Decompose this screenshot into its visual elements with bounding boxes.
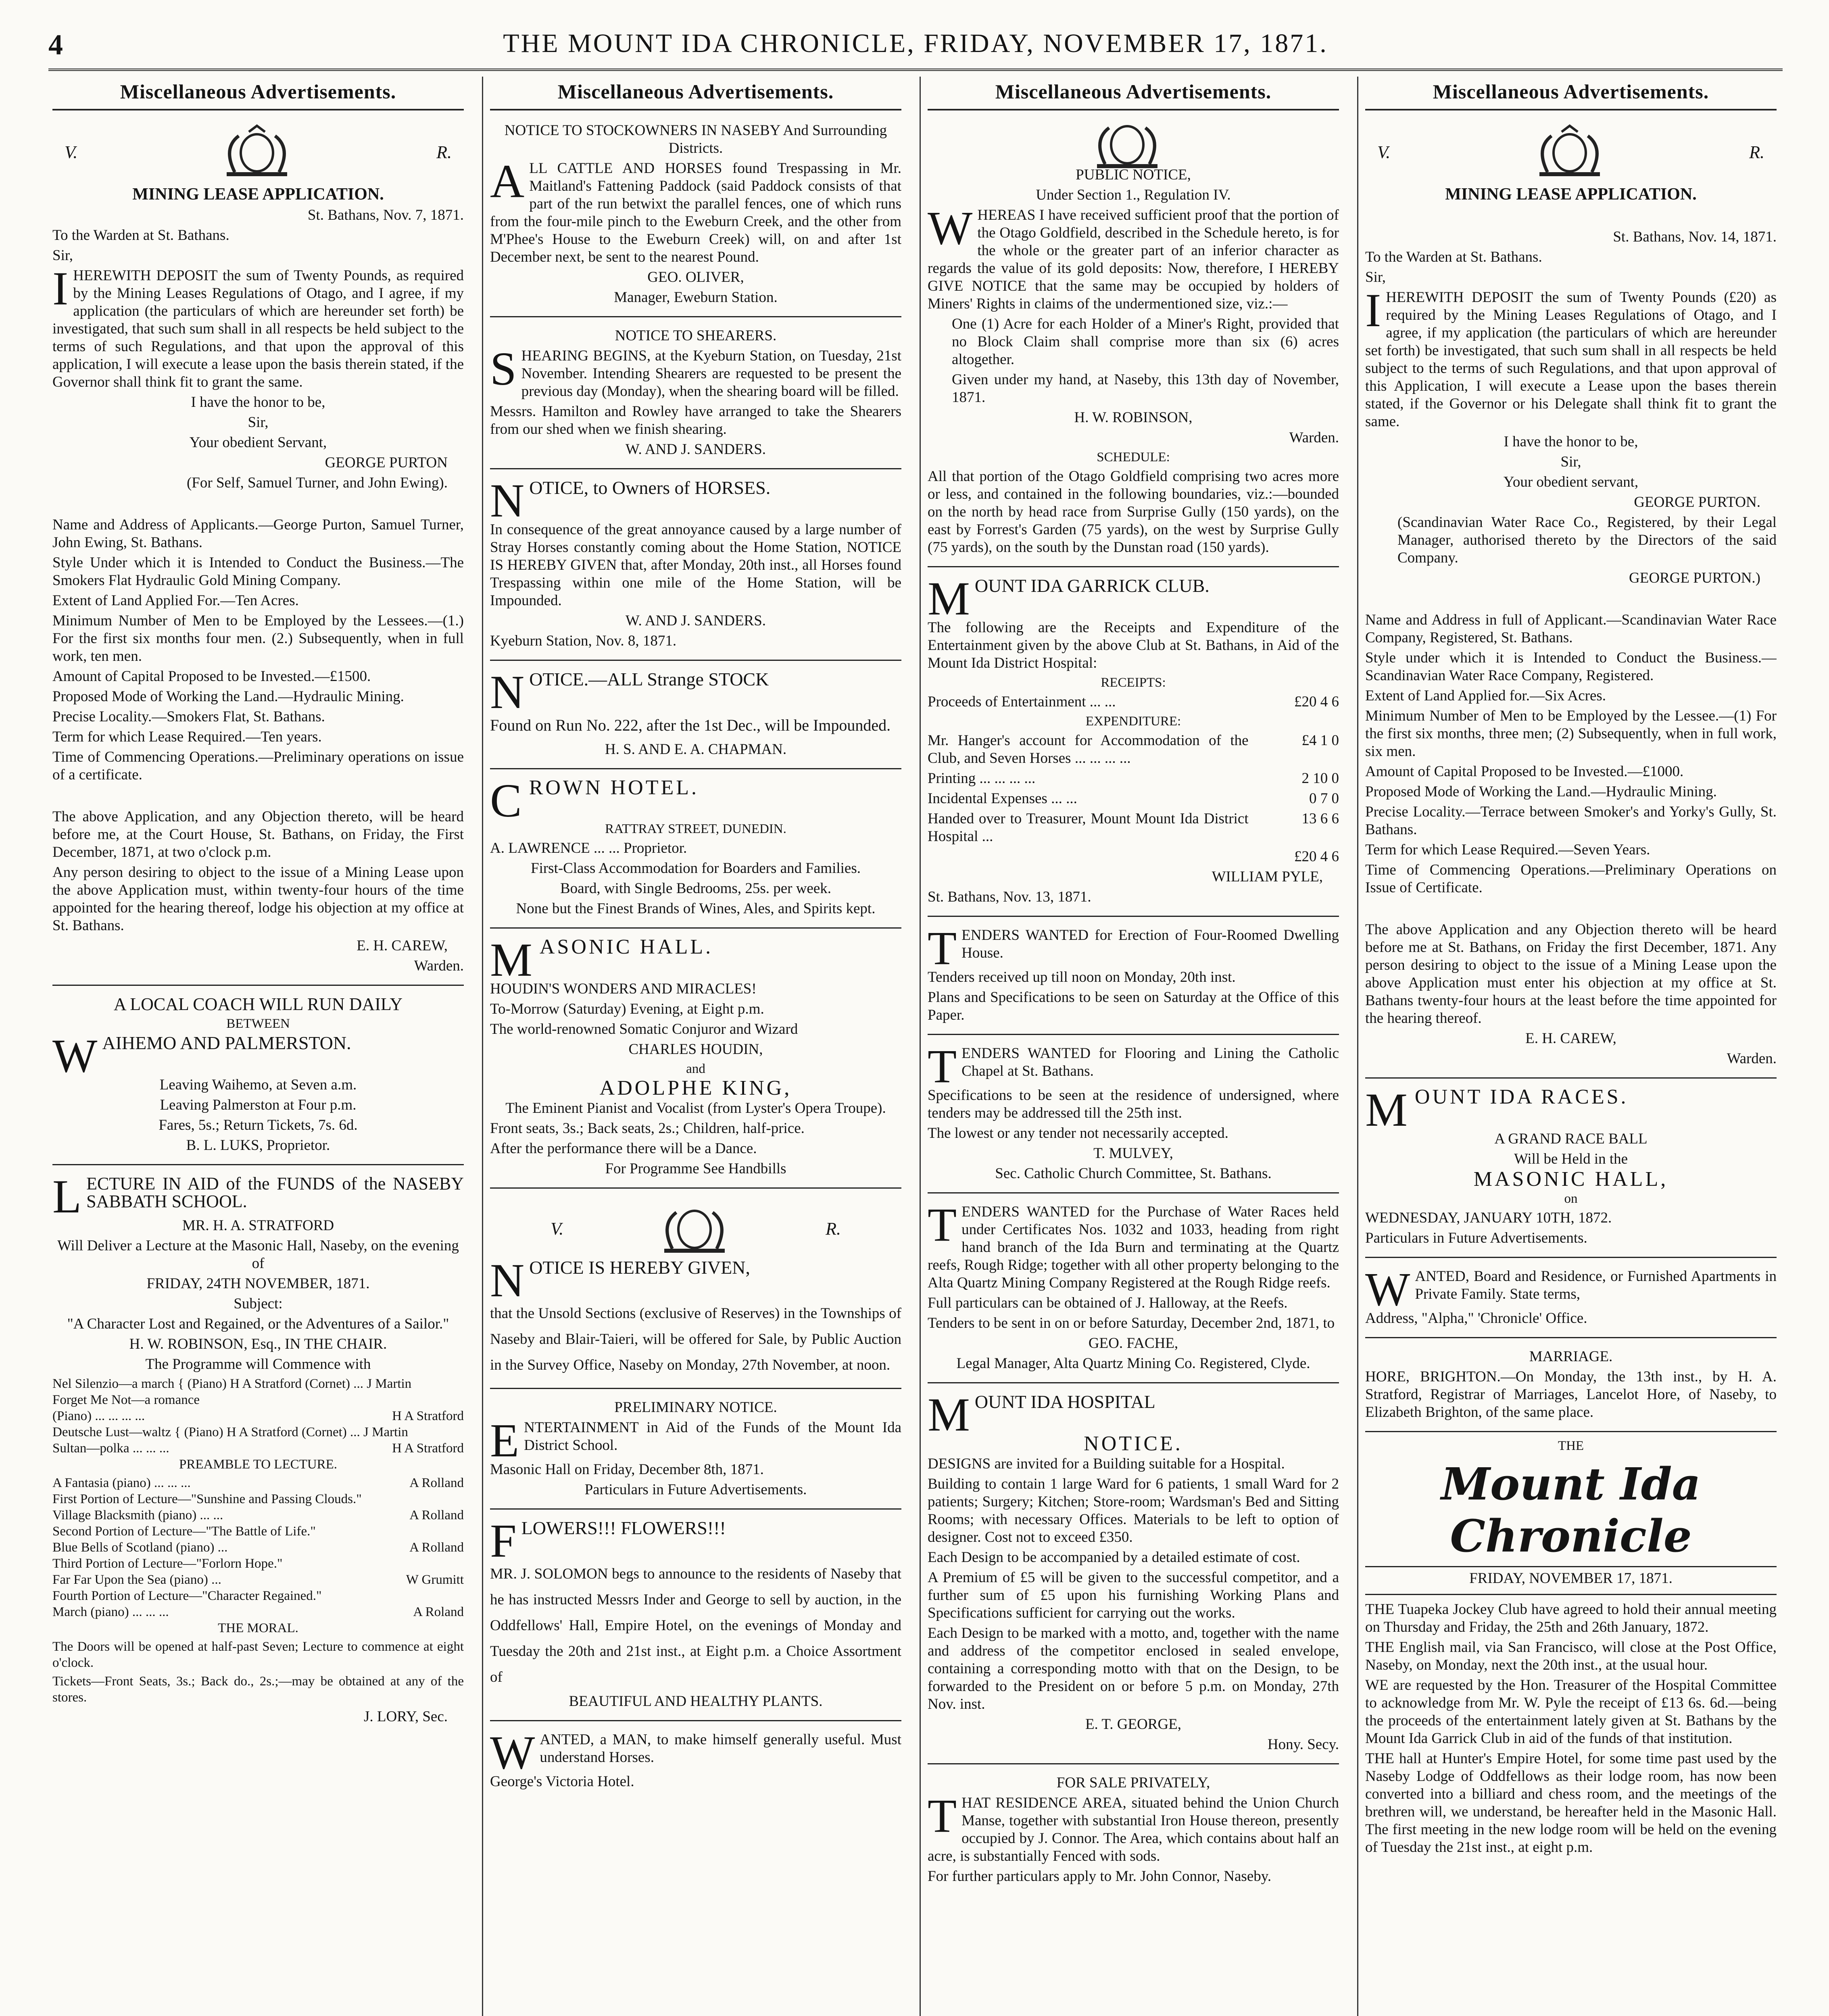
- ad-text: RATTRAY STREET, DUNEDIN.: [605, 822, 786, 836]
- column-heading: Miscellaneous Advertisements.: [490, 77, 901, 110]
- drop-cap: L: [52, 1170, 82, 1223]
- mining-lease-ad: [52, 118, 464, 986]
- ledger-row: Incidental Expenses ... ... 0 7 0: [928, 790, 1339, 807]
- ad-text: A. LAWRENCE ... ... Proprietor.: [490, 840, 687, 856]
- ad-title: FOR SALE PRIVATELY,: [1056, 1774, 1210, 1791]
- ad-text: RECEIPTS:: [1101, 675, 1166, 690]
- drop-cap: T: [928, 1789, 957, 1842]
- drop-cap: T: [928, 1040, 957, 1093]
- ad-text: THE MORAL.: [218, 1621, 298, 1635]
- ad-text: Messrs. Hamilton and Rowley have arranged to take the Shearers from our shed when we finish shearing.: [490, 403, 901, 437]
- ad-title: ASONIC HALL.: [539, 935, 713, 958]
- ad-text: Full particulars can be obtained of J. Halloway, at the Reefs.: [928, 1295, 1288, 1311]
- ad-title: ENDERS WANTED for Flooring and Lining the Catholic Chapel at St. Bathans.: [961, 1045, 1339, 1079]
- ad-body: In consequence of the great annoyance caused by a large number of Stray Horses constantly coming about the Home Station, NOTICE IS HEREBY GIVEN that, after Monday, 20th inst., all Horses found Trespassing within one mile of the Home Station, will be Impounded.: [490, 521, 901, 609]
- ad-text: Fares, 5s.; Return Tickets, 7s. 6d.: [158, 1117, 358, 1133]
- program-row: Third Portion of Lecture—"Forlorn Hope.": [52, 1556, 283, 1571]
- ad-text: Warden.: [1727, 1050, 1777, 1067]
- ad-text: BETWEEN: [226, 1016, 290, 1031]
- ad-title: PUBLIC NOTICE,: [1076, 167, 1191, 183]
- tender-dwelling-ad: [928, 923, 1339, 1035]
- program-row: March (piano) ... ... ... A Roland: [52, 1605, 464, 1619]
- ad-text: Amount of Capital Proposed to be Invested.—£1000.: [1365, 763, 1684, 780]
- ad-text: Proposed Mode of Working the Land.—Hydraulic Mining.: [1365, 783, 1717, 800]
- ad-body: HEARING BEGINS, at the Kyeburn Station, on Tuesday, 21st November. Intending Shearers are requested to be present the previous day (Monday), when the shearing board will be filled.: [521, 348, 901, 400]
- drop-cap: N: [490, 1254, 525, 1307]
- ad-text: The lowest or any tender not necessarily accepted.: [928, 1125, 1228, 1141]
- ad-text: Legal Manager, Alta Quartz Mining Co. Registered, Clyde.: [956, 1355, 1310, 1372]
- ad-text: "A Character Lost and Regained, or the Adventures of a Sailor.": [67, 1316, 449, 1332]
- ad-body: The following are the Receipts and Expenditure of the Entertainment given by the above Club at St. Bathans, in Aid of the Mount Ida District Hospital:: [928, 619, 1339, 671]
- ad-text: Warden.: [1289, 429, 1339, 446]
- ad-text: Amount of Capital Proposed to be Invested.—£1500.: [52, 668, 371, 685]
- column-heading: Miscellaneous Advertisements.: [1365, 77, 1777, 110]
- ad-text: Under Section 1., Regulation IV.: [1036, 187, 1231, 203]
- ad-text: on: [1564, 1191, 1578, 1206]
- royal-crest: [52, 122, 464, 182]
- ad-text: A GRAND RACE BALL: [1494, 1131, 1648, 1147]
- ad-title: ENDERS WANTED for Erection of Four-Roomed Dwelling House.: [961, 927, 1339, 961]
- mining-lease-ad: [1365, 118, 1777, 1079]
- column-3: [928, 77, 1339, 2016]
- ad-text: Building to contain 1 large Ward for 6 patients, 1 small Ward for 2 patients; Surgery; Kitchen; Store-room; Wardsman's Bed and Sitting Rooms; with necessary Offices. Materials to be left to option of designer. Cost not to exceed £350.: [928, 1476, 1339, 1545]
- ad-title: A LOCAL COACH WILL RUN DAILY: [113, 994, 403, 1014]
- ad-text: A Premium of £5 will be given to the successful competitor, and a further sum of £5 upon his furnishing Working Plans and Specifications sufficient for carrying out the works.: [928, 1569, 1339, 1621]
- news-paragraph: THE hall at Hunter's Empire Hotel, for some time past used by the Naseby Lodge of Oddfellows as their lodge room, has now been converted into a billiard and chess room, and the meetings of the brethren will, we understand, be hereafter held in the Masonic Hall. The first meeting in the new lodge room will be held on the evening of Tuesday the 21st inst., at eight p.m.: [1365, 1750, 1777, 1856]
- masthead-rule: [48, 69, 1783, 71]
- ad-text: Particulars in Future Advertisements.: [1365, 1230, 1587, 1246]
- ad-date: St. Bathans, Nov. 14, 1871.: [1613, 229, 1777, 245]
- program-row: First Portion of Lecture—"Sunshine and Passing Clouds.": [52, 1492, 362, 1506]
- royal-crest: [1365, 122, 1777, 182]
- newspaper-nameplate: Mount Ida Chronicle: [1441, 1458, 1701, 1562]
- ad-text: Particulars in Future Advertisements.: [584, 1481, 807, 1498]
- ad-text: Your obedient Servant,: [189, 434, 327, 451]
- program-row: (Piano) ... ... ... ... H A Stratford: [52, 1409, 464, 1423]
- races-ad: [1365, 1084, 1777, 1258]
- ad-body: NTERTAINMENT in Aid of the Funds of the Mount Ida District School.: [524, 1419, 901, 1454]
- ad-text: For Programme See Handbills: [605, 1160, 786, 1177]
- drop-cap: N: [490, 474, 525, 527]
- wanted-man-ad: [490, 1727, 901, 1800]
- ad-signature: E. T. GEORGE,: [1085, 1716, 1182, 1733]
- crest-v: V.: [551, 1218, 564, 1239]
- ad-signature: H. S. AND E. A. CHAPMAN.: [605, 741, 787, 758]
- drop-cap: C: [490, 774, 524, 827]
- program-row: Nel Silenzio—a march { (Piano) H A Stratford (Cornet) ... J Martin: [52, 1377, 412, 1391]
- ad-title: NOTICE TO STOCKOWNERS IN NASEBY And Surrounding Districts.: [504, 122, 887, 156]
- ad-text: Tickets—Front Seats, 3s.; Back do., 2s.;—may be obtained at any of the stores.: [52, 1674, 464, 1705]
- ad-title: PRELIMINARY NOTICE.: [614, 1399, 777, 1416]
- ad-text: The world-renowned Somatic Conjuror and Wizard: [490, 1021, 798, 1037]
- coat-of-arms-icon: [1081, 116, 1174, 172]
- ad-text: Sir,: [248, 414, 269, 431]
- ad-addressee: To the Warden at St. Bathans.: [52, 227, 229, 244]
- ad-text: All that portion of the Otago Goldfield comprising two acres more or less, and contained in the following boundaries, viz.:—bounded on the north by head race from Surprise Gully (150 yards), on the east by Forrest's Garden (75 yards), on the west by Surprise Gully (75 yards), on the south by the Dunstan road (150 yards).: [928, 468, 1339, 556]
- hospital-ad: [928, 1389, 1339, 1764]
- ad-text: Masonic Hall on Friday, December 8th, 1871.: [490, 1461, 764, 1478]
- ledger-total: £20 4 6: [1294, 848, 1339, 865]
- ad-title: OUNT IDA GARRICK CLUB.: [974, 575, 1210, 596]
- ad-body: HEREAS I have received sufficient proof that the portion of the Otago Goldfield, described in the Schedule hereto, is for the whole or the greater part of an inferior character as regards the value of its gold deposits: Now, therefore, I HEREBY GIVE NOTICE that the same may be occupied by holders of Miners' Rights in claims of the undermentioned size, viz.:—: [928, 207, 1339, 312]
- drop-cap: W: [1365, 1263, 1410, 1316]
- drop-cap: M: [490, 933, 535, 986]
- ad-text: Your obedient servant,: [1503, 474, 1639, 490]
- ad-signature: WILLIAM PYLE,: [1212, 868, 1323, 885]
- royal-crest: [928, 122, 1339, 166]
- program-row: Forget Me Not—a romance: [52, 1393, 200, 1407]
- drop-cap: N: [490, 666, 525, 719]
- garrick-club-ad: [928, 573, 1339, 917]
- ad-signature: GEO. OLIVER,: [647, 269, 744, 285]
- ad-text: Will be Held in the: [1514, 1151, 1628, 1167]
- stray-stock-ad: [490, 666, 901, 769]
- program-row: Fourth Portion of Lecture—"Character Regained.": [52, 1589, 322, 1603]
- ad-text: Each Design to be marked with a motto, and, together with the name and address of the competitor enclosed in sealed envelope, containing a corresponding motto with that on the Design, to be forwarded to the President on or before 5 p.m. on Monday, 27th Nov. inst.: [928, 1625, 1339, 1712]
- lecture-ad: [52, 1171, 464, 1735]
- ad-text: First-Class Accommodation for Boarders and Families.: [531, 860, 861, 877]
- column-divider: [482, 77, 483, 2016]
- royal-crest: [490, 1198, 901, 1259]
- ad-text: Name and Address in full of Applicant.—Scandinavian Water Race Company, Registered, St. Bathans.: [1365, 612, 1777, 646]
- ledger-row: Printing ... ... ... ... 2 10 0: [928, 770, 1339, 787]
- ad-text: PREAMBLE TO LECTURE.: [179, 1457, 338, 1472]
- page-number: 4: [48, 29, 63, 61]
- ad-body: HAT RESIDENCE AREA, situated behind the Union Church Manse, together with substantial Iron House thereon, presently occupied by J. Connor. The Area, which contains about half an acre, is substantially Fenced with sods.: [928, 1795, 1339, 1864]
- ad-title: LOWERS!!! FLOWERS!!!: [521, 1518, 726, 1538]
- drop-cap: W: [52, 1029, 98, 1082]
- ad-text: Each Design to be accompanied by a detailed estimate of cost.: [928, 1549, 1300, 1566]
- drop-cap: A: [490, 155, 525, 208]
- ad-text: Warden.: [414, 958, 464, 974]
- drop-cap: I: [1365, 284, 1381, 337]
- ad-title: ROWN HOTEL.: [529, 776, 699, 799]
- ad-text: To-Morrow (Saturday) Evening, at Eight p.m.: [490, 1001, 764, 1017]
- ad-title: ECTURE IN AID of the FUNDS of the NASEBY SABBATH SCHOOL.: [86, 1174, 464, 1211]
- ad-text: I have the honor to be,: [1504, 433, 1638, 450]
- ad-text: Plans and Specifications to be seen on Saturday at the Office of this Paper.: [928, 989, 1339, 1023]
- ad-signature: J. LORY, Sec.: [364, 1708, 448, 1725]
- news-paragraph: THE Tuapeka Jockey Club have agreed to hold their annual meeting on Thursday and Friday, the 25th and 26th January, 1872.: [1365, 1601, 1777, 1635]
- coat-of-arms-icon: [1523, 124, 1616, 180]
- program-row: Second Portion of Lecture—"The Battle of Life.": [52, 1524, 316, 1539]
- tender-water-races-ad: [928, 1199, 1339, 1383]
- ad-text: Minimum Number of Men to be Employed by the Lessees.—(1.) For the first six months four men. (2.) Subsequently, when in full work, ten men.: [52, 612, 464, 664]
- drop-cap: T: [928, 922, 957, 975]
- ad-text: The Doors will be opened at half-past Seven; Lecture to commence at eight o'clock.: [52, 1639, 464, 1670]
- ad-signature: GEO. FACHE,: [1088, 1335, 1178, 1352]
- stockowners-ad: [490, 118, 901, 317]
- shearers-ad: [490, 323, 901, 469]
- ad-text: Name and Address of Applicants.—George Purton, Samuel Turner, John Ewing, St. Bathans.: [52, 516, 464, 551]
- column-4: [1365, 77, 1777, 2016]
- ad-title: OTICE.—ALL Strange STOCK: [529, 669, 769, 689]
- ad-signature: GEORGE PURTON: [325, 454, 448, 471]
- ad-text: and: [686, 1062, 705, 1076]
- ad-text: St. Bathans, Nov. 13, 1871.: [928, 889, 1091, 905]
- ad-text: Leaving Palmerston at Four p.m.: [160, 1097, 357, 1113]
- ad-title: ENDERS WANTED for the Purchase of Water Races held under Certificates Nos. 1032 and 1033, heading from right hand branch of the Ida Burn and terminating at the Quartz reefs, Rough Ridge; together with all other property belonging to the Alta Quartz Mining Company Registered at the Rough Ridge reefs.: [928, 1204, 1339, 1291]
- editorial-date: FRIDAY, NOVEMBER 17, 1871.: [1365, 1566, 1777, 1587]
- ad-text: DESIGNS are invited for a Building suitable for a Hospital.: [928, 1456, 1285, 1472]
- ad-text: Tenders received up till noon on Monday, 20th inst.: [928, 969, 1236, 985]
- ad-text: FRIDAY, 24TH NOVEMBER, 1871.: [146, 1275, 370, 1292]
- drop-cap: M: [1365, 1083, 1410, 1136]
- crest-r: R.: [1749, 142, 1764, 162]
- ad-text: Specifications to be seen at the residence of undersigned, where tenders may be addressed till the 25th inst.: [928, 1087, 1339, 1121]
- ad-title: OUNT IDA HOSPITAL: [974, 1391, 1155, 1412]
- ad-signature: GEORGE PURTON.: [1634, 494, 1760, 510]
- ad-text: Proposed Mode of Working the Land.—Hydraulic Mining.: [52, 688, 404, 705]
- program-row: Deutsche Lust—waltz { (Piano) H A Stratford (Cornet) ... J Martin: [52, 1425, 408, 1439]
- masonic-hall-ad: [490, 934, 901, 1189]
- ad-text: Any person desiring to object to the issue of a Mining Lease upon the above Application must, within twenty-four hours of the time appointed for the hearing thereof, lodge his objection at my office at St. Bathans.: [52, 864, 464, 934]
- newspaper-headline: THE MOUNT IDA CHRONICLE, FRIDAY, NOVEMBER 17, 1871.: [503, 29, 1328, 58]
- ad-text: CHARLES HOUDIN,: [628, 1041, 763, 1058]
- ad-title: OTICE, to Owners of HORSES.: [529, 477, 771, 498]
- column-heading: Miscellaneous Advertisements.: [52, 77, 464, 110]
- unsold-sections-ad: [490, 1194, 901, 1389]
- ad-text: (Scandinavian Water Race Co., Registered, by their Legal Manager, authorised thereto by the Directors of the said Company.: [1397, 514, 1777, 566]
- news-paragraph: WE are requested by the Hon. Treasurer of the Hospital Committee to acknowledge from Mr. W. Pyle the receipt of £13 6s. 6d.—being the proceeds of the entertainment lately given at St. Bathans by the Mount Ida Garrick Club in aid of the funds of that institution.: [1365, 1677, 1777, 1747]
- editorial-masthead: [1365, 1438, 1777, 1595]
- program-row: Sultan—polka ... ... ... H A Stratford: [52, 1441, 464, 1456]
- ad-body: HEREWITH DEPOSIT the sum of Twenty Pounds (£20) as required by the Mining Leases Regulations of Otago, and I agree, if my application (the particulars of which are hereunder set forth) be investigated, that such sum shall in all respects be held subject to the terms of such Regulations, and that upon approval of this Application, I will execute a Lease upon the bases therein stated, if the Governor or his Delegate shall think fit to grant the same.: [1365, 289, 1777, 430]
- ad-text: Extent of Land Applied For.—Ten Acres.: [52, 592, 299, 609]
- ad-text: Subject:: [234, 1295, 283, 1312]
- ad-text: Precise Locality.—Smokers Flat, St. Bathans.: [52, 708, 325, 725]
- drop-cap: S: [490, 342, 517, 395]
- ad-signature: E. H. CAREW,: [1525, 1030, 1616, 1047]
- ad-text: Tenders to be sent in on or before Saturday, December 2nd, 1871, to: [928, 1315, 1335, 1331]
- ad-text: Will Deliver a Lecture at the Masonic Hall, Naseby, on the evening of: [57, 1237, 459, 1272]
- ad-title: MINING LEASE APPLICATION.: [1445, 185, 1697, 204]
- ad-text: The above Application, and any Objection thereto, will be heard before me, at the Court House, St. Bathans, on Friday, the First December, 1871, at two o'clock p.m.: [52, 808, 464, 860]
- crest-v: V.: [65, 142, 78, 162]
- crest-r: R.: [826, 1218, 841, 1239]
- ad-signature: W. AND J. SANDERS.: [625, 612, 766, 629]
- column-1: [52, 77, 464, 2016]
- ad-text: MR. H. A. STRATFORD: [182, 1217, 334, 1234]
- column-divider: [1357, 77, 1358, 2016]
- ad-signature: E. H. CAREW,: [357, 937, 448, 954]
- ad-body: LL CATTLE AND HORSES found Trespassing in Mr. Maitland's Fattening Paddock (said Paddock consists of that part of the run betwixt the parallel fences, one of which runs from the four-mile pinch to the Eweburn Creek, and the other from M'Phee's House to the Eweburn Creek) will, on and after 1st December next, be sent to the nearest Pound.: [490, 160, 901, 265]
- masthead: [48, 24, 1783, 69]
- ad-body: that the Unsold Sections (exclusive of Reserves) in the Townships of Naseby and Blair-Taieri, will be offered for Sale, by Public Auction in the Survey Office, Naseby on Monday, 27th November, at noon.: [490, 1305, 901, 1373]
- ad-text: Minimum Number of Men to be Employed by the Lessee.—(1) For the first six months, three men; (2) Subsequently, when in full work, six men.: [1365, 708, 1777, 760]
- flowers-ad: [490, 1515, 901, 1721]
- crown-hotel-ad: [490, 775, 901, 929]
- ad-text: Style Under which it is Intended to Conduct the Business.—The Smokers Flat Hydraulic Gold Mining Company.: [52, 554, 464, 589]
- coach-ad: [52, 991, 464, 1165]
- ad-text: For further particulars apply to Mr. John Connor, Naseby.: [928, 1868, 1272, 1885]
- ad-body: HEREWITH DEPOSIT the sum of Twenty Pounds, as required by the Mining Leases Regulations of Otago, and I agree, if my application (the particulars of which are hereunder set forth) be investigated, that such sum shall in all respects be held subject to the terms of such Regulations, and that upon the approval of this application, I will execute a lease upon the basis therein stated, if the Governor shall think fit to grant the same.: [52, 267, 464, 390]
- drop-cap: M: [928, 572, 970, 625]
- ad-text: Address, "Alpha," 'Chronicle' Office.: [1365, 1310, 1587, 1327]
- ad-signature: B. L. LUKS, Proprietor.: [186, 1137, 330, 1154]
- ad-text: Time of Commencing Operations.—Preliminary Operations on Issue of Certificate.: [1365, 862, 1777, 896]
- ad-body: ANTED, Board and Residence, or Furnished Apartments in Private Family. State terms,: [1415, 1268, 1777, 1302]
- masthead-the: THE: [1558, 1439, 1584, 1453]
- ad-text: Term for which Lease Required.—Ten years.: [52, 729, 322, 745]
- ad-text: The Eminent Pianist and Vocalist (from Lyster's Opera Troupe).: [505, 1100, 886, 1116]
- ad-signature: H. W. ROBINSON,: [1074, 409, 1193, 426]
- drop-cap: F: [490, 1514, 517, 1567]
- ad-text: HOUDIN'S WONDERS AND MIRACLES!: [490, 981, 757, 997]
- news-paragraph: THE English mail, via San Francisco, will close at the Post Office, Naseby, on Monday, next the 20th inst., at the usual hour.: [1365, 1639, 1777, 1673]
- ad-signature: T. MULVEY,: [1093, 1145, 1173, 1162]
- ad-text: SCHEDULE:: [1097, 450, 1170, 464]
- ad-text: The Programme will Commence with: [145, 1356, 371, 1372]
- ad-title: MARRIAGE.: [1529, 1348, 1613, 1365]
- ad-text: One (1) Acre for each Holder of a Miner's Right, provided that no Block Claim shall comprise more than six (6) acres altogether.: [952, 316, 1339, 368]
- ad-addressee: To the Warden at St. Bathans.: [1365, 249, 1542, 265]
- program-row: Blue Bells of Scotland (piano) ... A Rolland: [52, 1540, 464, 1555]
- ad-text: Given under my hand, at Naseby, this 13th day of November, 1871.: [952, 371, 1339, 406]
- program-row: Far Far Upon the Sea (piano) ... W Grumitt: [52, 1572, 464, 1587]
- ledger-row: Mr. Hanger's account for Accommodation of the Club, and Seven Horses ... ... ... ... £4 1 0: [928, 732, 1339, 766]
- coat-of-arms-icon: [648, 1200, 741, 1257]
- tender-chapel-ad: [928, 1041, 1339, 1193]
- ad-text: After the performance there will be a Dance.: [490, 1140, 757, 1157]
- ledger-row: Handed over to Treasurer, Mount Mount Ida District Hospital ... 13 6 6: [928, 810, 1339, 845]
- drop-cap: W: [490, 1726, 535, 1779]
- ad-text: ADOLPHE KING,: [599, 1077, 792, 1100]
- ad-title: NOTICE TO SHEARERS.: [615, 327, 777, 344]
- ad-text: Style under which it is Intended to Conduct the Business.—Scandinavian Water Race Company, Registered.: [1365, 650, 1777, 684]
- ad-text: AIHEMO AND PALMERSTON.: [102, 1033, 351, 1053]
- ad-text: BEAUTIFUL AND HEALTHY PLANTS.: [569, 1693, 823, 1710]
- ad-text: The above Application and any Objection thereto will be heard before me at St. Bathans, on Friday the first December, 1871. Any person desiring to object to the issue of a Mining Lease upon the above Application must enter his objection at my office at St. Bathans twenty-four hours at the least before the time appointed for the hearing thereof.: [1365, 921, 1777, 1027]
- ad-text: NOTICE.: [1084, 1432, 1183, 1455]
- ad-text: Front seats, 3s.; Back seats, 2s.; Children, half-price.: [490, 1120, 805, 1137]
- ad-text: Sir,: [1560, 454, 1581, 470]
- drop-cap: W: [928, 202, 973, 254]
- program-row: A Fantasia (piano) ... ... ... A Rolland: [52, 1476, 464, 1490]
- sale-ad: [928, 1770, 1339, 1895]
- column-2: [490, 77, 901, 2016]
- ad-text: Hony. Secy.: [1267, 1736, 1339, 1753]
- ad-text: None but the Finest Brands of Wines, Ales, and Spirits kept.: [516, 900, 876, 917]
- ad-text: Precise Locality.—Terrace between Smoker's and Yorky's Gully, St. Bathans.: [1365, 804, 1777, 838]
- drop-cap: I: [52, 262, 69, 315]
- column-divider: [920, 77, 921, 2016]
- ad-text: WEDNESDAY, JANUARY 10TH, 1872.: [1365, 1210, 1612, 1226]
- ad-text: H. W. ROBINSON, Esq., IN THE CHAIR.: [129, 1336, 387, 1352]
- marriage-notice: [1365, 1344, 1777, 1432]
- ad-salutation: Sir,: [52, 247, 73, 264]
- ad-text: I have the honor to be,: [191, 394, 325, 410]
- preliminary-notice-ad: [490, 1395, 901, 1510]
- ledger-row: Proceeds of Entertainment ... ... £20 4 6: [928, 694, 1339, 710]
- ad-text: Kyeburn Station, Nov. 8, 1871.: [490, 633, 677, 649]
- board-wanted-ad: [1365, 1264, 1777, 1338]
- ad-signature: George's Victoria Hotel.: [490, 1773, 634, 1790]
- ad-title: OUNT IDA RACES.: [1414, 1085, 1629, 1108]
- ad-body: Found on Run No. 222, after the 1st Dec., will be Impounded.: [490, 716, 891, 734]
- ad-text: (For Self, Samuel Turner, and John Ewing).: [186, 475, 448, 491]
- program-row: Village Blacksmith (piano) ... ... A Rolland: [52, 1508, 464, 1522]
- ad-text: GEORGE PURTON.): [1629, 570, 1760, 586]
- ad-title: OTICE IS HEREBY GIVEN,: [529, 1257, 750, 1278]
- drop-cap: E: [490, 1414, 519, 1467]
- ad-text: Manager, Eweburn Station.: [614, 289, 778, 306]
- ad-text: Extent of Land Applied for.—Six Acres.: [1365, 687, 1606, 704]
- drop-cap: M: [928, 1388, 970, 1441]
- ad-date: St. Bathans, Nov. 7, 1871.: [307, 207, 464, 223]
- ad-signature: W. AND J. SANDERS.: [625, 441, 766, 458]
- crest-r: R.: [436, 142, 452, 162]
- ad-body: MR. J. SOLOMON begs to announce to the residents of Naseby that he has instructed Messrs Inder and George to sell by auction, in the Oddfellows' Hall, Empire Hotel, on the evenings of Monday and Tuesday the 20th and 21st inst., at Eight p.m. a Choice Assortment of: [490, 1566, 901, 1685]
- ad-text: Time of Commencing Operations.—Preliminary operations on issue of a certificate.: [52, 749, 464, 783]
- ad-body: ANTED, a MAN, to make himself generally useful. Must understand Horses.: [540, 1731, 901, 1766]
- public-notice-ad: [928, 118, 1339, 567]
- ad-text: Sec. Catholic Church Committee, St. Bathans.: [995, 1165, 1272, 1182]
- drop-cap: T: [928, 1198, 957, 1251]
- crest-v: V.: [1377, 142, 1391, 162]
- coat-of-arms-icon: [211, 124, 303, 180]
- column-heading: Miscellaneous Advertisements.: [928, 77, 1339, 110]
- ad-title: MINING LEASE APPLICATION.: [132, 185, 384, 204]
- ad-text: MASONIC HALL,: [1473, 1168, 1668, 1191]
- ad-salutation: Sir,: [1365, 269, 1386, 285]
- ad-text: Term for which Lease Required.—Seven Years.: [1365, 841, 1650, 858]
- ad-text: EXPENDITURE:: [1085, 714, 1181, 729]
- ad-body: HORE, BRIGHTON.—On Monday, the 13th inst., by H. A. Stratford, Registrar of Marriages, Lancelot Hore, of Naseby, to Elizabeth Brighton, of the same place.: [1365, 1368, 1777, 1420]
- horses-ad: [490, 475, 901, 661]
- ad-text: Leaving Waihemo, at Seven a.m.: [159, 1077, 357, 1093]
- ad-text: Board, with Single Bedrooms, 25s. per week.: [560, 880, 832, 897]
